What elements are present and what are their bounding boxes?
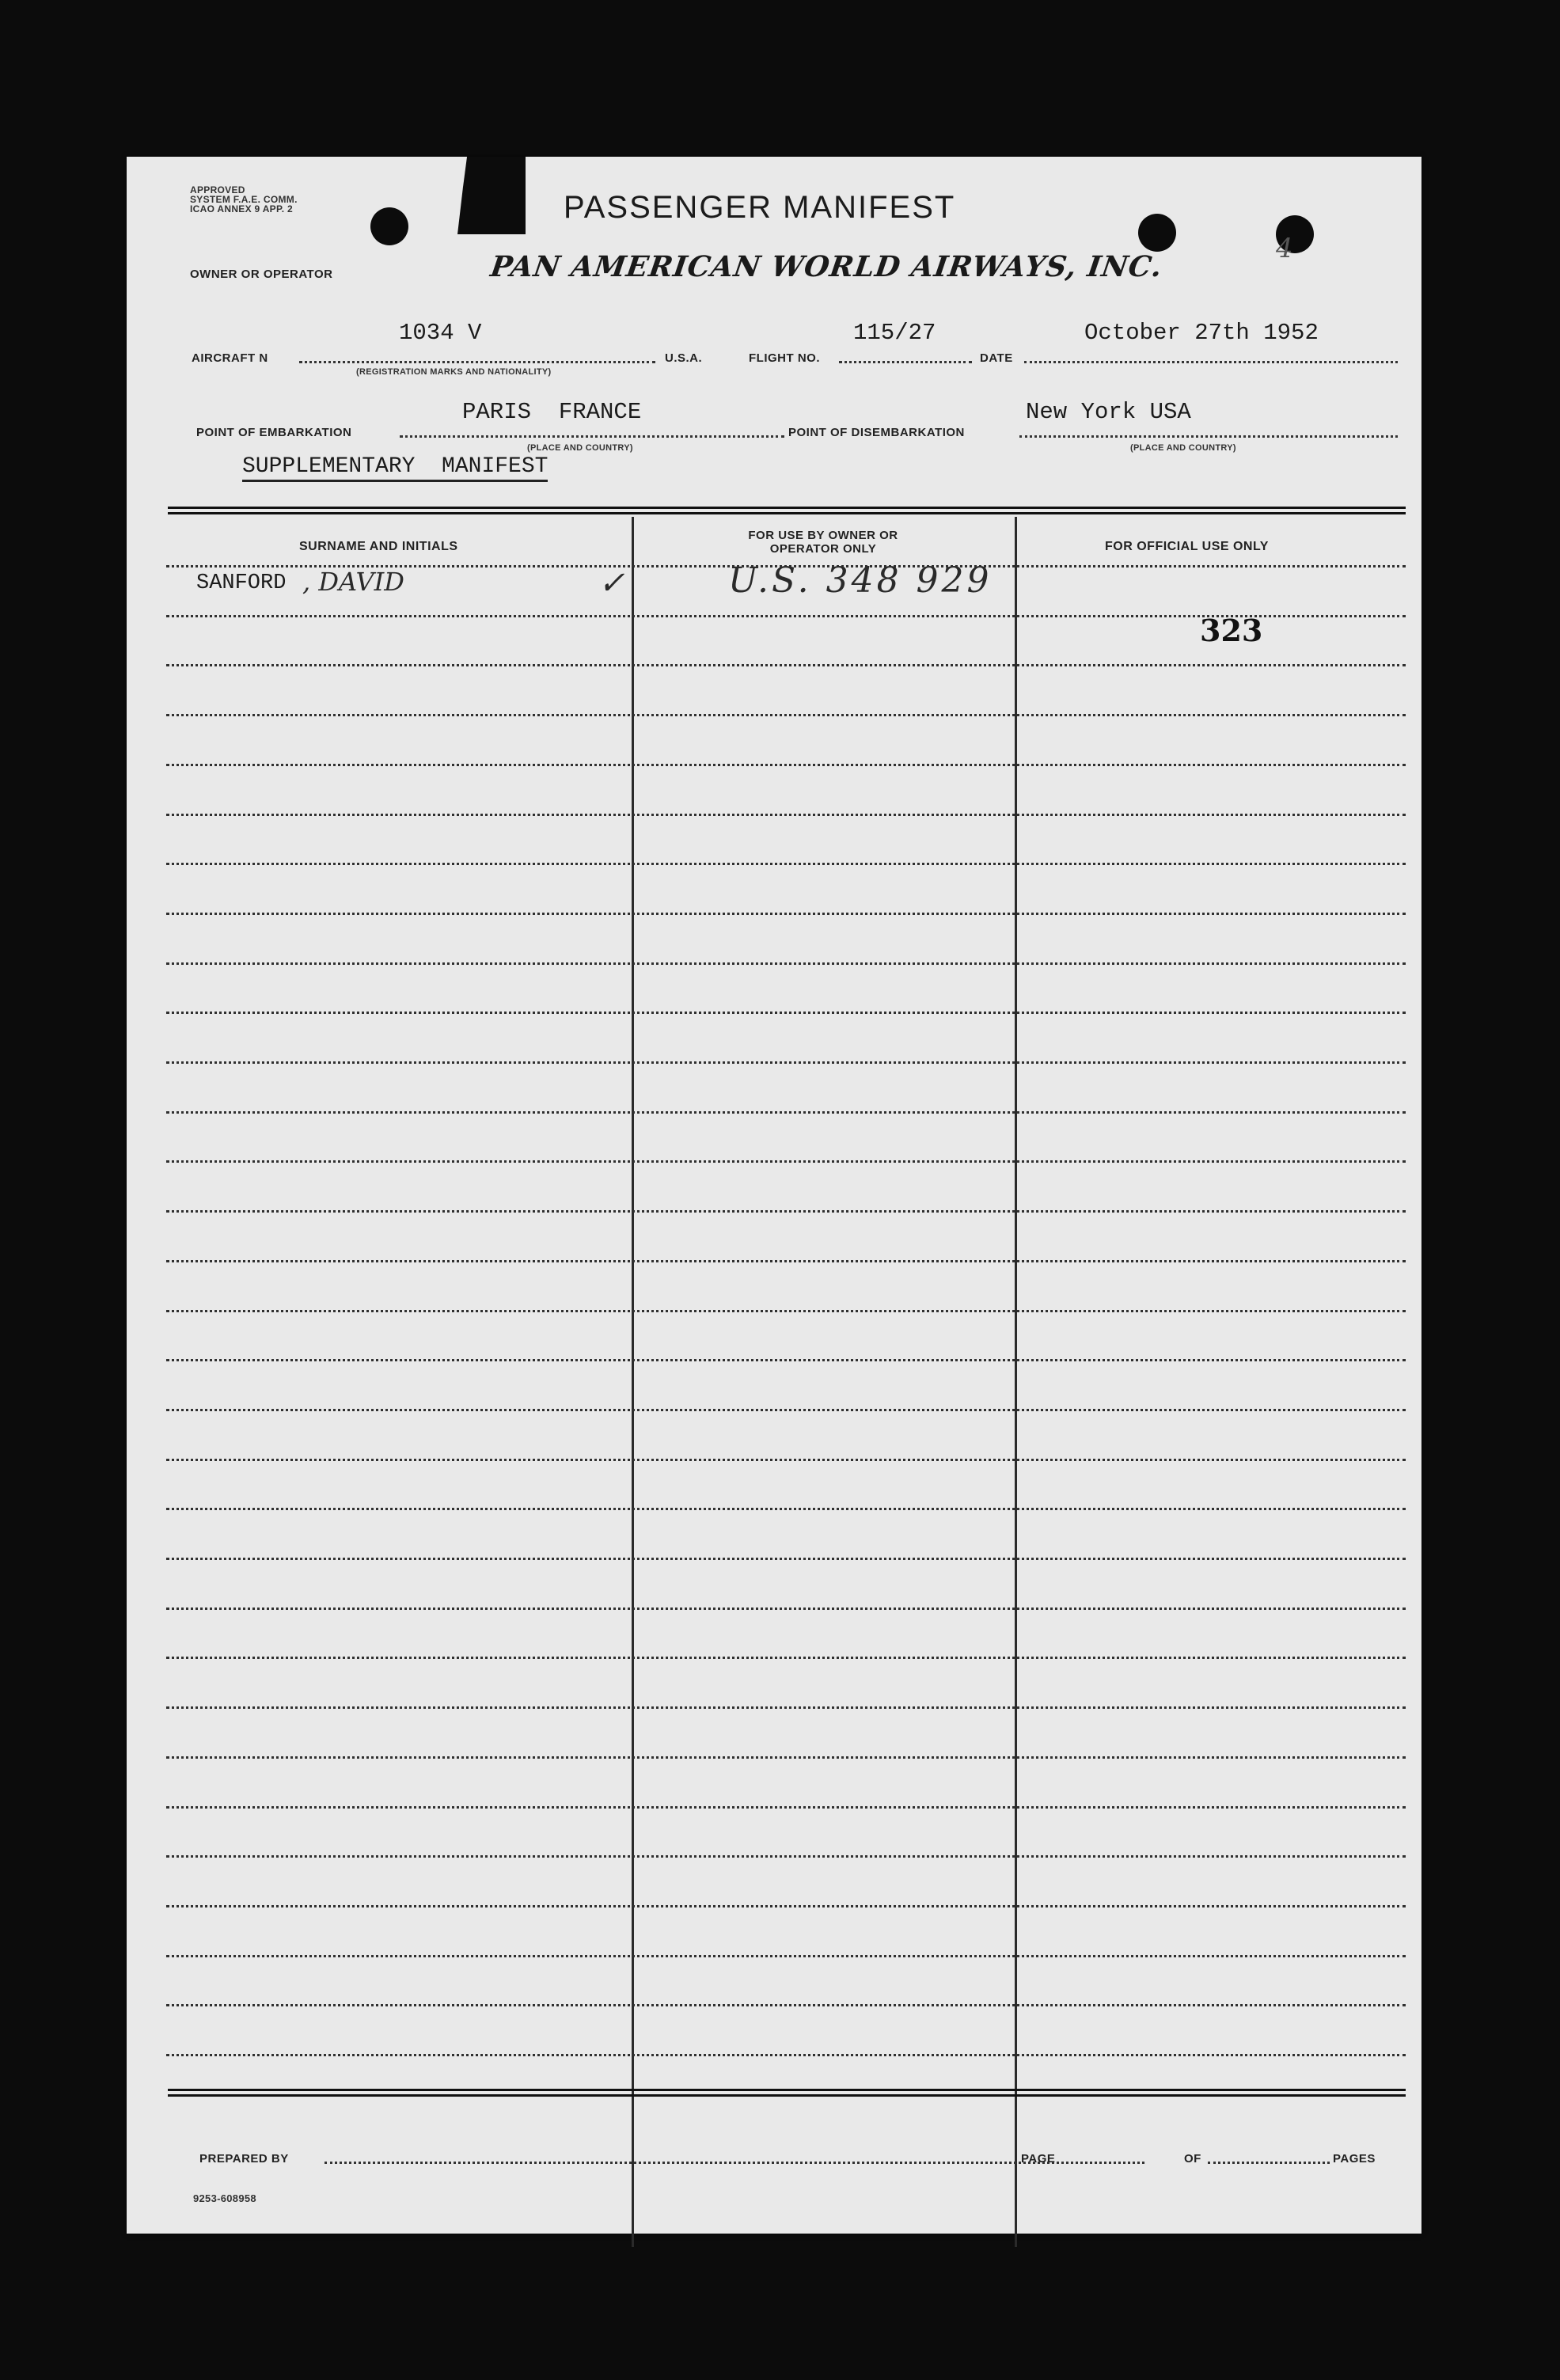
form-title: PASSENGER MANIFEST — [564, 190, 956, 225]
embarkation-underline — [400, 435, 784, 438]
table-row-rule — [166, 1260, 1406, 1262]
embarkation-label: POINT OF EMBARKATION — [196, 426, 352, 439]
of-label: OF — [1184, 2152, 1201, 2166]
torn-notch — [457, 157, 526, 234]
table-row-rule — [166, 1012, 1406, 1014]
table-row-rule — [166, 764, 1406, 766]
table-row-rule — [166, 1210, 1406, 1213]
place-caption: (PLACE AND COUNTRY) — [1130, 443, 1236, 453]
page-label: PAGE — [1021, 2152, 1056, 2166]
table-row-rule — [166, 1905, 1406, 1907]
place-caption: (PLACE AND COUNTRY) — [527, 443, 633, 453]
table-row-rule — [166, 714, 1406, 716]
owner-label: OWNER OR OPERATOR — [190, 268, 333, 281]
table-row-rule — [166, 1310, 1406, 1312]
punch-hole — [370, 207, 408, 245]
table-row-rule — [166, 1111, 1406, 1114]
header-surname: SURNAME AND INITIALS — [299, 540, 458, 553]
entry-owner-use: U.S. 348 929 — [728, 560, 993, 601]
table-top-rule — [168, 512, 1406, 514]
table-row-rule — [166, 1061, 1406, 1064]
approval-line: SYSTEM F.A.E. COMM. — [190, 194, 298, 205]
table-row-rule — [166, 962, 1406, 965]
table-row-rule — [166, 1657, 1406, 1659]
form-number: 9253-608958 — [193, 2192, 256, 2204]
flight-label: FLIGHT NO. — [749, 351, 820, 365]
aircraft-label: AIRCRAFT N — [192, 351, 268, 365]
table-row-rule — [166, 814, 1406, 816]
approval-line: ICAO ANNEX 9 APP. 2 — [190, 203, 293, 214]
of-underline — [1208, 2162, 1330, 2164]
page-corner-mark: 4 — [1276, 233, 1293, 264]
entry-surname: SANFORD — [196, 571, 287, 595]
flight-date: October 27th 1952 — [1084, 320, 1319, 346]
date-underline — [1024, 361, 1398, 363]
table-row-rule — [166, 1160, 1406, 1163]
column-divider — [1015, 517, 1017, 2247]
table-row-rule — [166, 1955, 1406, 1957]
table-bottom-rule — [168, 2094, 1406, 2097]
entry-checkmark: ✓ — [598, 565, 625, 602]
approval-line: APPROVED — [190, 184, 245, 195]
aircraft-underline — [299, 361, 655, 363]
table-row-rule — [166, 913, 1406, 915]
disembarkation-underline — [1019, 435, 1398, 438]
embarkation-place: PARIS FRANCE — [462, 399, 642, 425]
table-row-rule — [166, 1608, 1406, 1610]
aircraft-registration: 1034 V — [399, 320, 482, 346]
table-row-rule — [166, 664, 1406, 666]
table-row-rule — [166, 1706, 1406, 1709]
owner-name: PAN AMERICAN WORLD AIRWAYS, INC. — [488, 250, 1165, 283]
header-official-use: FOR OFFICIAL USE ONLY — [1105, 540, 1269, 553]
disembarkation-label: POINT OF DISEMBARKATION — [788, 426, 965, 439]
punch-hole — [1138, 214, 1176, 252]
table-row-rule — [166, 1508, 1406, 1510]
flight-number: 115/27 — [853, 320, 936, 346]
disembarkation-place: New York USA — [1026, 399, 1191, 425]
table-bottom-rule — [168, 2089, 1406, 2091]
table-row-rule — [166, 2054, 1406, 2056]
supplementary-manifest: SUPPLEMENTARY MANIFEST — [242, 454, 548, 482]
pages-label: PAGES — [1333, 2152, 1376, 2166]
approval-block — [190, 185, 298, 214]
manifest-sheet — [127, 157, 1421, 2234]
flight-underline — [839, 361, 972, 363]
prepared-by-label: PREPARED BY — [199, 2152, 289, 2166]
table-row-rule — [166, 1459, 1406, 1461]
table-row-rule — [166, 1409, 1406, 1411]
table-row-rule — [166, 863, 1406, 865]
table-row-rule — [166, 2004, 1406, 2006]
table-row-rule — [166, 1558, 1406, 1560]
nationality: U.S.A. — [665, 351, 703, 365]
table-row-rule — [166, 1359, 1406, 1361]
table-row-rule — [166, 1806, 1406, 1809]
header-owner-use: FOR USE BY OWNER OR OPERATOR ONLY — [748, 529, 898, 556]
table-row-rule — [166, 1855, 1406, 1858]
date-label: DATE — [980, 351, 1013, 365]
entry-official-stamp: 323 — [1200, 613, 1263, 648]
entry-initials: , DAVID — [302, 567, 404, 597]
column-divider — [632, 517, 634, 2247]
table-row-rule — [166, 1756, 1406, 1759]
registration-caption: (REGISTRATION MARKS AND NATIONALITY) — [356, 367, 552, 377]
table-top-rule — [168, 507, 1406, 509]
